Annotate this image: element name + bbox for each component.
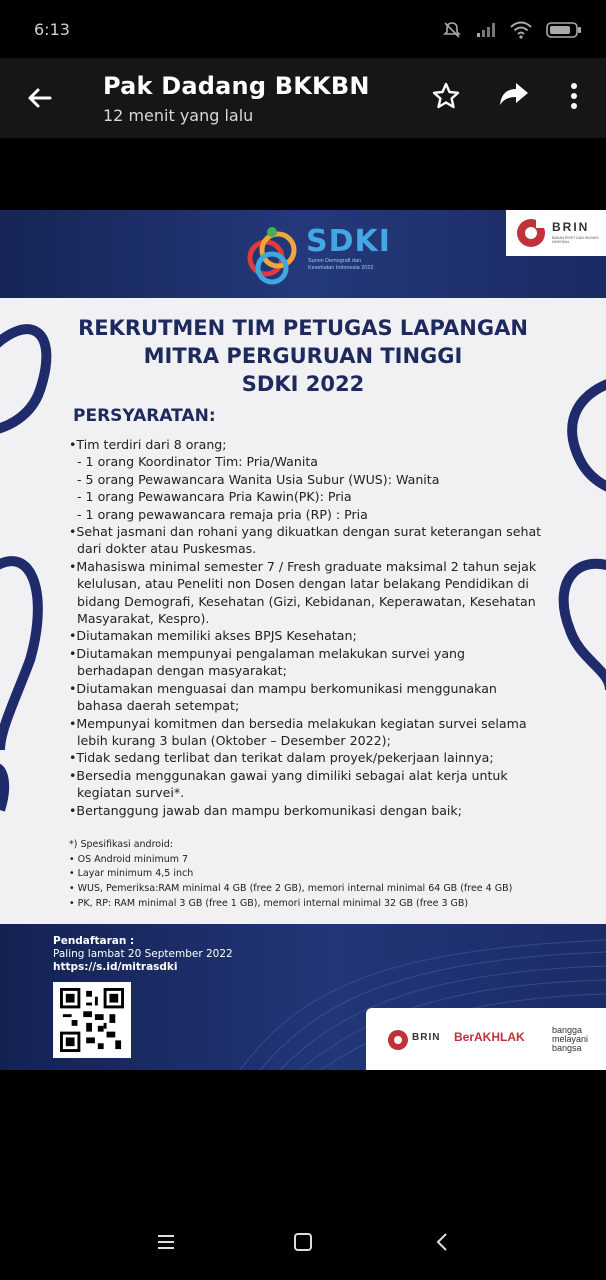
share-icon (496, 80, 532, 112)
requirement-line: - 5 orang Pewawancara Wanita Usia Subur (WUS): Wanita (77, 471, 440, 487)
footer-berakhlak: BerAKHLAK (454, 1030, 525, 1044)
back-nav-icon (431, 1230, 455, 1254)
sdki-subtitle: Survei Demografi dan Kesehatan Indonesia 2022 (308, 258, 374, 271)
footer-tagline (552, 1026, 588, 1053)
nav-back-button[interactable] (431, 1230, 455, 1254)
brin-wordmark: BRIN (552, 220, 590, 234)
sender-name: Pak Dadang BKKBN (103, 72, 370, 100)
requirement-line: - 1 orang Pewawancara Pria Kawin(PK): Pria (77, 489, 352, 505)
registration-block (53, 935, 233, 974)
requirement-line: •Mahasiswa minimal semester 7 / Fresh graduate maksimal 2 tahun sejak (69, 558, 537, 574)
poster-image[interactable] (0, 210, 606, 1070)
share-button[interactable] (496, 80, 532, 112)
qr-code-icon (59, 988, 125, 1052)
recents-icon (154, 1230, 178, 1254)
tagline-line: melayani (552, 1034, 589, 1044)
home-icon (291, 1230, 315, 1254)
more-vertical-icon (560, 80, 588, 112)
requirement-line: •Bersedia menggunakan gawai yang dimiliki sebagai alat kerja untuk (69, 767, 508, 783)
home-button[interactable] (291, 1230, 315, 1254)
registration-deadline: Paling lambat 20 September 2022 (53, 948, 233, 960)
app-bar (0, 58, 606, 138)
spec-line: • Layar minimum 4,5 inch (69, 868, 194, 880)
requirement-line: •Tim terdiri dari 8 orang; (69, 437, 227, 452)
recents-button[interactable] (154, 1230, 178, 1254)
spec-line: • WUS, Pemeriksa:RAM minimal 4 GB (free 2 GB), memori internal minimal 64 GB (free 4 GB) (69, 883, 513, 895)
status-bar (0, 0, 606, 58)
requirement-line: - 1 orang pewawancara remaja pria (RP) : Pria (77, 506, 368, 522)
requirement-line: •Bertanggung jawab dan mampu berkomunikasi dengan baik; (69, 802, 462, 818)
spec-title: *) Spesifikasi android: (69, 839, 173, 850)
requirement-line: kegiatan survei*. (77, 785, 185, 801)
star-button[interactable] (430, 80, 462, 112)
headline-line: SDKI 2022 (241, 372, 365, 396)
tagline-line: bangsa (552, 1043, 582, 1053)
battery-icon (546, 21, 582, 39)
back-button[interactable] (22, 80, 58, 116)
status-icons (442, 20, 582, 40)
requirement-line: bahasa daerah setempat; (77, 698, 240, 714)
spec-line: • OS Android minimum 7 (69, 853, 189, 865)
headline-line: REKRUTMEN TIM PETUGAS LAPANGAN (78, 316, 528, 340)
requirement-line: berhadapan dengan masyarakat; (77, 663, 287, 679)
requirement-line: •Sehat jasmani dan rohani yang dikuatkan dengan surat keterangan sehat (69, 524, 542, 540)
requirements-list (69, 436, 549, 819)
qr-code (53, 982, 131, 1058)
requirement-line: •Diutamakan mempunyai pengalaman melakukan survei yang (69, 645, 466, 661)
requirement-line: •Mempunyai komitmen dan bersedia melakukan kegiatan survei selama (69, 715, 527, 731)
requirement-line: •Tidak sedang terlibat dan terikat dalam proyek/pekerjaan lainnya; (69, 750, 494, 766)
registration-title: Pendaftaran : (53, 935, 135, 947)
requirement-line: lebih kurang 3 bulan (Oktober – Desember 2022); (77, 732, 391, 748)
sdki-wordmark: SDKI (306, 224, 391, 259)
brin-logo-icon (386, 1028, 410, 1052)
mute-icon (442, 20, 462, 40)
requirement-line: •Diutamakan memiliki akses BPJS Kesehatan; (69, 628, 357, 644)
brin-logo-icon (514, 216, 548, 250)
requirements-title: PERSYARATAN: (73, 406, 216, 426)
requirement-line: kelulusan, atau Peneliti non Dosen dengan latar belakang Pendidikan di (77, 576, 529, 592)
requirement-line: - 1 orang Koordinator Tim: Pria/Wanita (77, 454, 318, 470)
timestamp: 12 menit yang lalu (103, 106, 254, 125)
brin-subtitle: BADAN RISET DAN INOVASI NASIONAL (552, 236, 599, 244)
signal-icon (476, 22, 496, 38)
requirement-line: bidang Demografi, Kesehatan (Gizi, Kebidanan, Keperawatan, Kesehatan (77, 593, 536, 609)
spec-block (69, 838, 549, 912)
poster-headline (0, 314, 606, 398)
system-nav-bar (0, 1200, 606, 1280)
wifi-icon (510, 21, 532, 39)
footer-brin: BRIN (412, 1032, 441, 1043)
registration-link[interactable]: https://s.id/mitrasdki (53, 961, 178, 973)
spec-line: • PK, RP: RAM minimal 3 GB (free 1 GB), memori internal minimal 32 GB (free 3 GB) (69, 897, 469, 909)
requirement-line: •Diutamakan menguasai dan mampu berkomunikasi menggunakan (69, 680, 497, 696)
headline-line: MITRA PERGURUAN TINGGI (143, 344, 463, 368)
more-button[interactable] (560, 80, 588, 112)
requirement-line: dari dokter atau Puskesmas. (77, 541, 257, 557)
tagline-line: bangga (552, 1025, 583, 1035)
status-time: 6:13 (34, 20, 70, 39)
back-icon (22, 80, 58, 116)
star-icon (430, 80, 462, 112)
requirement-line: Masyarakat, Kespro). (77, 611, 210, 627)
